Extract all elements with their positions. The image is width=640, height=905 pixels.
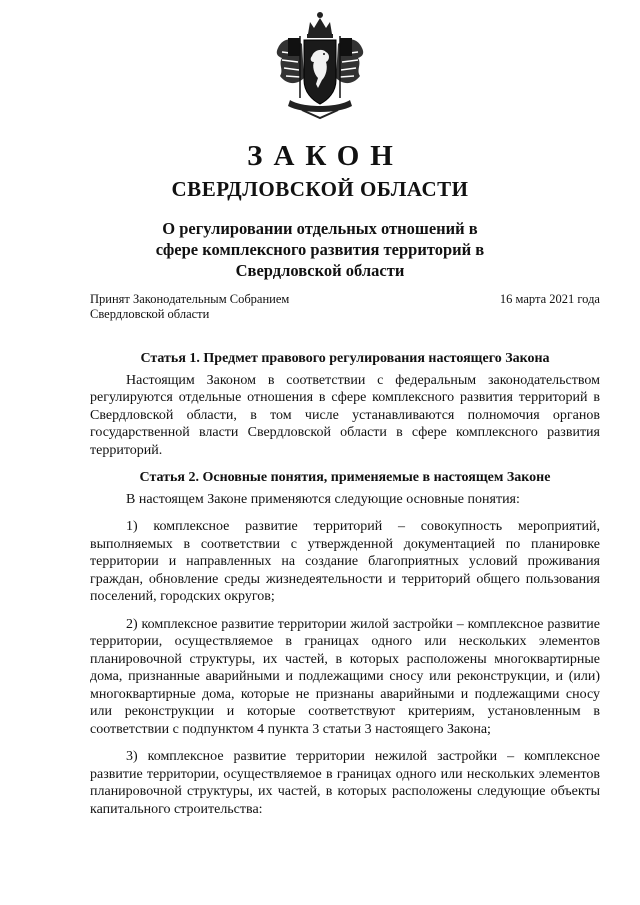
article-2-intro: В настоящем Законе применяются следующие основные понятия: [126, 491, 520, 507]
article-2-item-1: 1) комплексное развитие территорий – совокупность мероприятий, выполняемых в соответствии с утвержденной документацией по планировке территории и направленных на создание благоприятных условий проживания граждан, обновление среды жизнедеятельности и территорий общего пользования поселений, городских округов; [90, 519, 600, 604]
law-subject-title [120, 218, 520, 281]
region-title: СВЕРДЛОВСКОЙ ОБЛАСТИ [171, 177, 469, 201]
adoption-body-line-1: Принят Законодательным Собранием [90, 292, 290, 306]
article-2-item-2: 2) комплексное развитие территории жилой застройки – комплексное развитие территории, осуществляемое в границах одного или нескольких элементов планировочной структуры, их частей, в которых расположены многоквартирные дома, признанные аварийными и подлежащими сносу или реконструкции, и (или) многоквартирные дома, которые не признаны аварийными и подлежащими сносу или реконструкции и которые соответствуют критериям, установленным в соответствии с подпунктом 4 пункта 3 статьи 3 настоящего Закона; [90, 616, 600, 737]
article-2-item-3: 3) комплексное развитие территории нежилой застройки – комплексное развитие территории, осуществляемое в границах одного или нескольких элементов планировочной структуры, их частей, в которых расположены следующие объекты капитального строительства: [90, 749, 600, 817]
sverdlovsk-coat-of-arms-icon [272, 8, 368, 120]
subject-line-2: сфере комплексного развития территорий в [155, 240, 485, 259]
article-1-text: Настоящим Законом в соответствии с федеральным законодательством регулируются отдельные отношения в сфере комплексного развития территорий в Свердловской области, в том числе устанавливаются полномочия органов государственной власти Свердловской области в сфере комплексного развития территорий. [90, 372, 600, 458]
law-body [90, 350, 600, 818]
adoption-body-line-2: Свердловской области [90, 307, 210, 321]
article-1-heading: Статья 1. Предмет правового регулирования настоящего Закона [140, 351, 550, 366]
law-title: ЗАКОН [247, 140, 404, 172]
adoption-body [90, 292, 289, 322]
article-2-heading: Статья 2. Основные понятия, применяемые в настоящем Законе [139, 470, 551, 485]
subject-line-1: О регулировании отдельных отношений в [162, 219, 478, 238]
subject-line-3: Свердловской области [235, 261, 405, 280]
crown-icon [307, 12, 333, 38]
adoption-date: 16 марта 2021 года [499, 292, 600, 306]
